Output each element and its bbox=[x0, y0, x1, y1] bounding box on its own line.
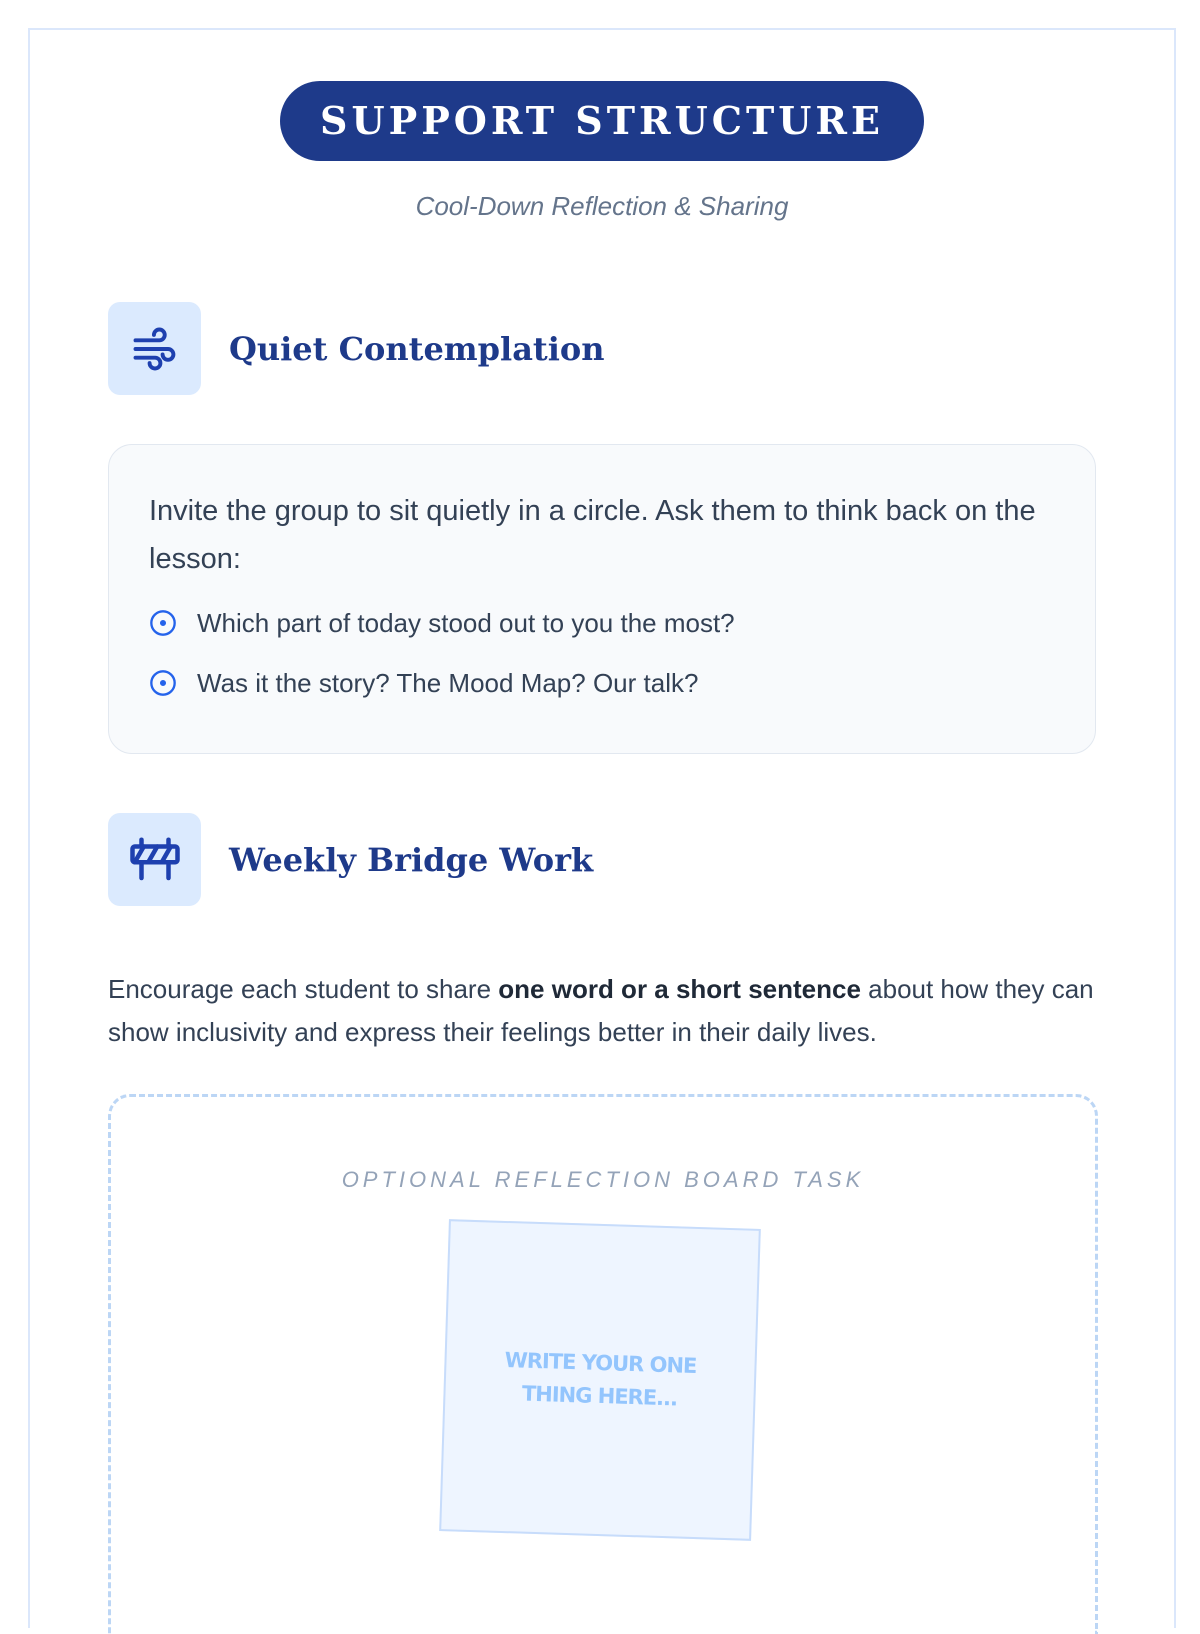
bridge-work-instructions: Encourage each student to share one word or a short sentence about how they can show inclusivity and express their feelings better in their daily lives. bbox=[108, 974, 1094, 1047]
section-quiet-contemplation-header bbox=[108, 302, 604, 395]
circle-dot-icon bbox=[149, 609, 177, 637]
board-label: OPTIONAL REFLECTION BOARD TASK bbox=[341, 1167, 865, 1192]
barrier-icon bbox=[108, 813, 201, 906]
question-text: Which part of today stood out to you the most? bbox=[197, 608, 735, 638]
emphasis-text: one word or a short sentence bbox=[498, 974, 861, 1004]
section-weekly-bridge-work-header bbox=[108, 813, 593, 906]
list-item bbox=[149, 603, 1055, 643]
list-item bbox=[149, 663, 1055, 703]
note-placeholder: WRITE YOUR ONE THING HERE... bbox=[504, 1348, 697, 1411]
section-title: Weekly Bridge Work bbox=[229, 840, 594, 879]
reflection-card bbox=[108, 444, 1096, 754]
section-title: Quiet Contemplation bbox=[229, 329, 605, 368]
card-intro-text: Invite the group to sit quietly in a circle. Ask them to think back on the lesson: bbox=[149, 495, 1036, 575]
reflection-board bbox=[108, 1094, 1098, 1634]
page-title: SUPPORT STRUCTURE bbox=[280, 81, 924, 161]
lesson-page bbox=[28, 28, 1176, 1628]
wind-icon bbox=[108, 302, 201, 395]
question-list bbox=[149, 603, 1055, 703]
sticky-note[interactable] bbox=[439, 1219, 761, 1541]
page-header bbox=[30, 30, 1174, 222]
circle-dot-icon bbox=[149, 669, 177, 697]
page-subtitle: Cool-Down Reflection & Sharing bbox=[415, 191, 789, 221]
question-text: Was it the story? The Mood Map? Our talk? bbox=[197, 668, 699, 698]
